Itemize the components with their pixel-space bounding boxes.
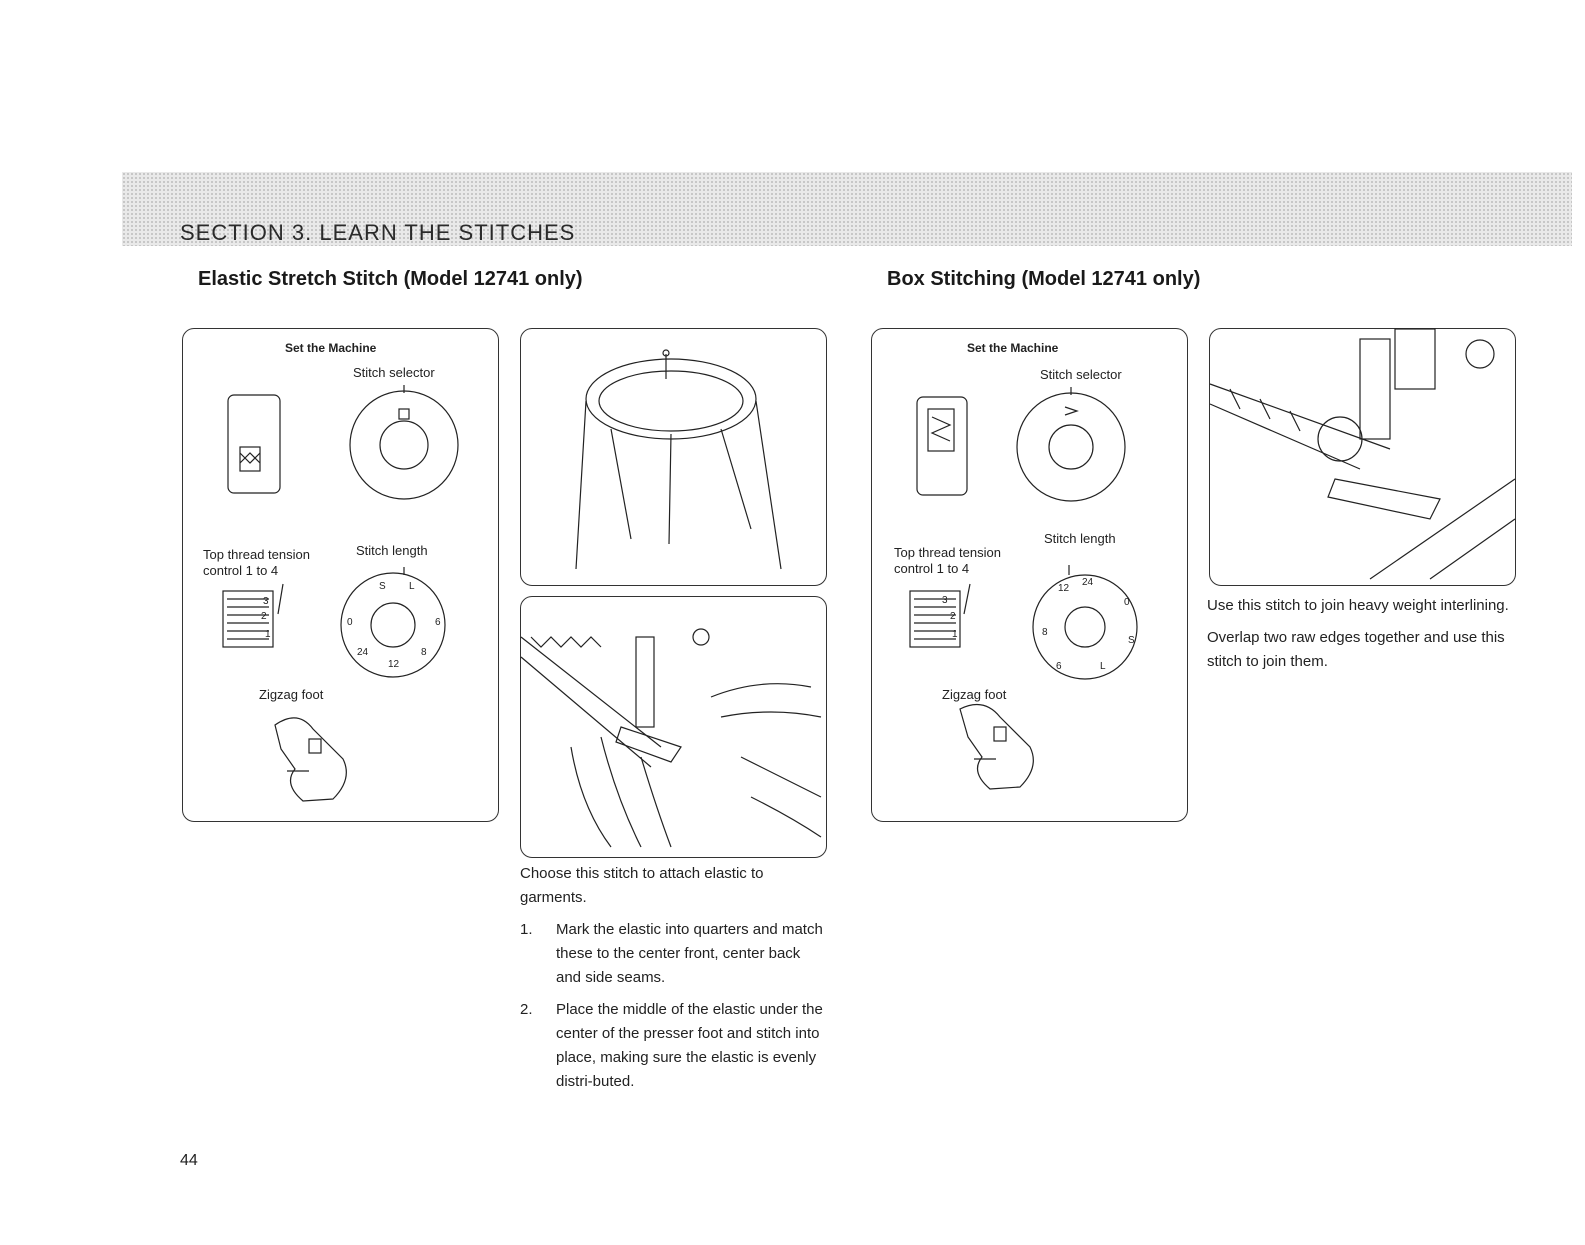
- length-mark-12: 12: [388, 659, 400, 670]
- zigzag-foot-label: Zigzag foot: [259, 687, 324, 702]
- stitch-length-label: Stitch length: [1044, 531, 1116, 546]
- zigzag-foot-icon: [960, 705, 1033, 790]
- zigzag-foot-label: Zigzag foot: [942, 687, 1007, 702]
- length-mark-l: L: [409, 581, 415, 592]
- garment-elastic-illustration: [520, 328, 827, 586]
- tension-number-2: 2: [950, 611, 956, 622]
- stitch-selector-dial-icon: [350, 385, 458, 499]
- presser-foot-interlining-drawing: [1210, 329, 1515, 585]
- set-machine-panel-right: [871, 328, 1188, 822]
- length-mark-l: L: [1100, 661, 1106, 672]
- skirt-waistband-drawing: [521, 329, 826, 585]
- tension-range-label: control 1 to 4: [894, 561, 970, 576]
- length-mark-8: 8: [1042, 627, 1048, 638]
- set-machine-heading: Set the Machine: [967, 341, 1059, 355]
- tension-number-3: 3: [263, 596, 269, 607]
- box-stitch-paragraph-1: Use this stitch to join heavy weight interlining.: [1207, 597, 1509, 614]
- length-mark-12: 12: [1058, 583, 1070, 594]
- length-mark-0: 0: [347, 617, 353, 628]
- length-mark-24: 24: [1082, 577, 1094, 588]
- box-stitch-paragraph-2: Overlap two raw edges together and use this stitch to join them.: [1207, 629, 1505, 670]
- box-stitch-symbol-icon: [928, 409, 954, 451]
- instruction-step-2: [520, 998, 828, 1094]
- tension-number-2: 2: [261, 611, 267, 622]
- page-number: 44: [180, 1152, 198, 1169]
- tension-number-3: 3: [942, 595, 948, 606]
- stitch-selector-label: Stitch selector: [1040, 367, 1122, 382]
- length-mark-6: 6: [1056, 661, 1062, 672]
- length-mark-s: S: [379, 581, 386, 592]
- length-mark-8: 8: [421, 647, 427, 658]
- step-text: Mark the elastic into quarters and match these to the center front, center back and side seams.: [556, 921, 823, 986]
- top-thread-tension-label: Top thread tension: [894, 545, 1001, 560]
- set-machine-panel-left: [182, 328, 499, 822]
- box-pattern-icon: [932, 417, 950, 441]
- elastic-stitch-symbol-icon: [240, 447, 260, 471]
- step-number: 1.: [520, 921, 533, 938]
- zigzag-foot-icon: [275, 718, 346, 801]
- tension-number-1: 1: [952, 629, 958, 640]
- stitch-selector-label: Stitch selector: [353, 365, 435, 380]
- stitch-indicator-window: [917, 397, 967, 495]
- top-thread-tension-label: Top thread tension: [203, 547, 310, 562]
- zigzag-pattern-icon: [240, 453, 260, 463]
- box-stitching-illustration: [1209, 328, 1516, 586]
- length-mark-6: 6: [435, 617, 441, 628]
- box-stitching-title: Box Stitching (Model 12741 only): [887, 268, 1201, 290]
- length-mark-s: S: [1128, 635, 1135, 646]
- tension-dial-icon: [910, 584, 970, 647]
- sewing-elastic-illustration: [520, 596, 827, 858]
- length-mark-24: 24: [357, 647, 369, 658]
- set-machine-heading: Set the Machine: [285, 341, 377, 355]
- step-text: Place the middle of the elastic under the center of the presser foot and stitch into place, making sure the elastic is evenly distri-buted.: [556, 1001, 823, 1090]
- elastic-stitch-description: Choose this stitch to attach elastic to garments.: [520, 865, 764, 906]
- step-number: 2.: [520, 1001, 533, 1018]
- stitch-indicator-window: [228, 395, 280, 493]
- elastic-stretch-stitch-title: Elastic Stretch Stitch (Model 12741 only): [198, 268, 583, 290]
- tension-range-label: control 1 to 4: [203, 563, 279, 578]
- presser-foot-hands-drawing: [521, 597, 826, 857]
- length-mark-0: 0: [1124, 597, 1130, 608]
- elastic-stitch-instructions: [520, 862, 828, 1102]
- box-stitch-instructions: [1207, 594, 1517, 682]
- stitch-length-label: Stitch length: [356, 543, 428, 558]
- tension-dial-icon: [223, 584, 283, 647]
- section-title: SECTION 3. LEARN THE STITCHES: [180, 220, 576, 245]
- stitch-selector-dial-icon: [1017, 387, 1125, 501]
- instruction-step-1: [520, 918, 828, 990]
- tension-number-1: 1: [265, 629, 271, 640]
